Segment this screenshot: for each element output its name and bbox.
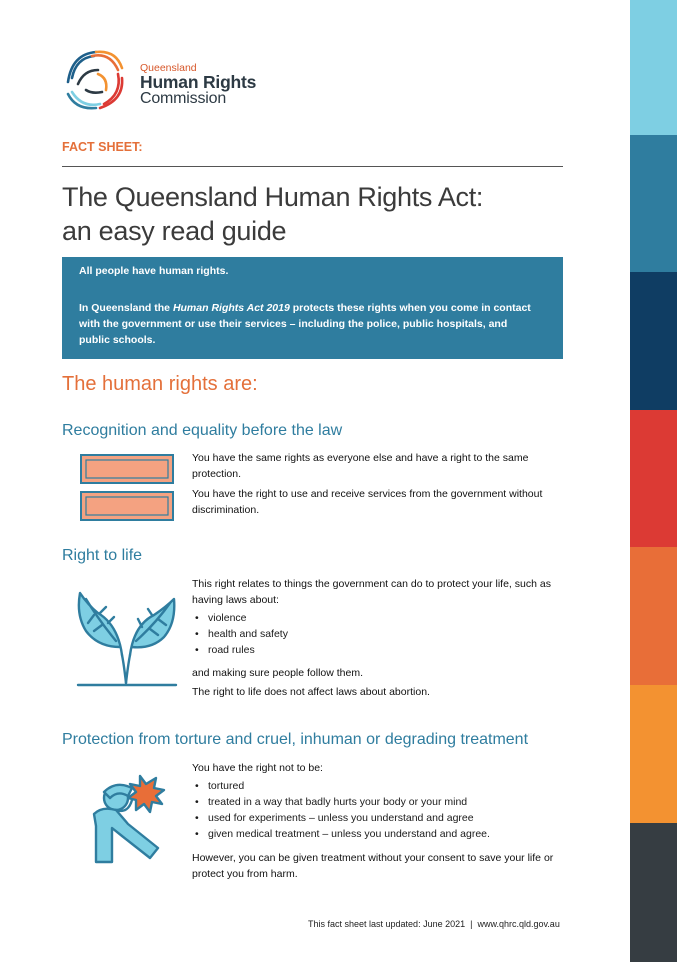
section-heading-torture: Protection from torture and cruel, inhuman or degrading treatment <box>62 731 529 748</box>
intro-text-end: protects these rights when you come in contact with the government or use their services – including the police, public hospitals, and public schools. <box>79 302 531 346</box>
color-stripe-light-blue <box>630 0 677 135</box>
life-text-2: and making sure people follow them. <box>192 667 364 679</box>
equality-text-2: You have the right to use and receive services from the government without discrimination. <box>192 488 543 516</box>
torture-text-2: However, you can be given treatment without your consent to save your life or protect you from harm. <box>192 852 554 880</box>
intro-box <box>62 257 563 359</box>
equality-text-1: You have the same rights as everyone else and have a right to the same protection. <box>192 452 529 480</box>
logo-text-human-rights: Human Rights <box>140 72 257 92</box>
page-title-line-2: an easy read guide <box>62 216 287 246</box>
qhrc-logo[interactable] <box>62 48 262 110</box>
logo-text-queensland: Queensland <box>140 62 197 74</box>
list-item: • treated in a way that badly hurts your body or your mind <box>192 794 490 810</box>
color-stripe-blue <box>630 135 677 272</box>
section-heading-equality: Recognition and equality before the law <box>62 422 343 439</box>
hurt-person-icon <box>82 770 182 870</box>
color-stripe-navy <box>630 272 677 410</box>
intro-line-1: All people have human rights. <box>79 265 229 277</box>
section-heading-right-to-life: Right to life <box>62 547 143 564</box>
rights-heading: The human rights are: <box>62 373 258 395</box>
list-item: • used for experiments – unless you understand and agree <box>192 810 490 826</box>
page-title-line-1: The Queensland Human Rights Act: <box>62 182 484 212</box>
life-bullet-list <box>192 610 288 658</box>
footer-text: This fact sheet last updated: June 2021 | www.qhrc.qld.gov.au <box>308 919 560 929</box>
list-item: • health and safety <box>192 626 288 642</box>
torture-text-1: You have the right not to be: <box>192 762 323 774</box>
page-title <box>62 180 483 248</box>
life-text-3: The right to life does not affect laws about abortion. <box>192 686 430 698</box>
life-text-1: This right relates to things the government can do to protect your life, such as having laws about: <box>192 578 551 606</box>
torture-bullet-list <box>192 778 490 842</box>
color-stripe-red <box>630 410 677 547</box>
intro-text-start: In Queensland the <box>79 302 173 314</box>
list-item: • tortured <box>192 778 490 794</box>
color-stripe-charcoal <box>630 823 677 962</box>
list-item: • road rules <box>192 642 288 658</box>
color-stripe-amber <box>630 685 677 823</box>
logo-text-commission: Commission <box>140 90 227 107</box>
fact-sheet-label: FACT SHEET: <box>62 140 143 154</box>
equals-icon <box>77 452 177 524</box>
intro-paragraph <box>79 300 539 348</box>
logo-mark-icon <box>62 48 128 110</box>
color-stripe-orange <box>630 547 677 685</box>
divider <box>62 166 563 167</box>
sprout-icon <box>72 585 182 689</box>
intro-act-name: Human Rights Act 2019 <box>172 302 290 314</box>
list-item: • violence <box>192 610 288 626</box>
list-item: • given medical treatment – unless you understand and agree. <box>192 826 490 842</box>
